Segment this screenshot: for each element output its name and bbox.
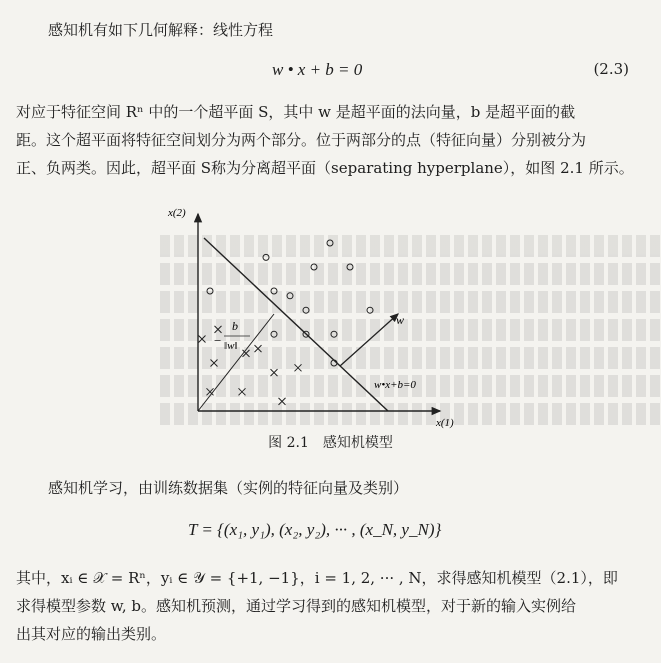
distance-numerator: b	[232, 319, 238, 333]
paragraph-hyperplane-line-2: 距。这个超平面将特征空间划分为两个部分。位于两部分的点（特征向量）分别被分为	[16, 131, 587, 149]
paragraph-hyperplane-line-3: 正、负两类。因此，超平面 S称为分离超平面（separating hyperplane），如图 2.1 所示。	[16, 159, 634, 177]
positive-point	[287, 293, 293, 299]
equation-number: (2.3)	[593, 60, 629, 78]
figure-caption: 图 2.1 感知机模型	[268, 435, 393, 451]
equation-hyperplane: w • x + b = 0	[272, 60, 363, 79]
negative-point	[211, 360, 218, 367]
paragraph-training: 感知机学习，由训练数据集（实例的特征向量及类别）	[48, 479, 409, 497]
positive-point	[271, 288, 277, 294]
positive-point	[331, 331, 337, 337]
positive-point	[367, 307, 373, 313]
distance-minus: −	[214, 333, 222, 348]
negative-point	[215, 326, 222, 333]
negative-point	[199, 336, 206, 343]
positive-point	[347, 264, 353, 270]
paragraph-hyperplane-line-1: 对应于特征空间 Rⁿ 中的一个超平面 S，其中 w 是超平面的法向量，b 是超平面的截	[16, 103, 576, 121]
paragraph-params-line-3: 出其对应的输出类别。	[16, 625, 167, 643]
positive-point	[303, 307, 309, 313]
normal-vector-arrow	[340, 314, 398, 366]
negative-point	[295, 364, 302, 371]
negative-point	[271, 369, 278, 376]
positive-point	[327, 240, 333, 246]
distance-denominator: ‖w‖	[224, 340, 238, 352]
equation-training-set: T = {(x₁, y₁), (x₂, y₂), ··· , (x_N, y_N)}	[188, 520, 442, 539]
y-axis-label: x(2)	[168, 207, 186, 219]
paragraph-params-line-1: 其中，xᵢ ∈ 𝒳 = Rⁿ，yᵢ ∈ 𝒴 = {+1, −1}，i = 1, 2, ··· , N，求得感知机模型（2.1），即	[16, 569, 618, 587]
paragraph-intro: 感知机有如下几何解释：线性方程	[48, 21, 274, 39]
positive-point	[263, 254, 269, 260]
negative-point	[279, 398, 286, 405]
negative-point	[255, 345, 262, 352]
paragraph-params-line-2: 求得模型参数 w, b。感知机预测，通过学习得到的感知机模型，对于新的输入实例给	[16, 597, 576, 615]
positive-point	[271, 331, 277, 337]
hyperplane-label: w•x+b=0	[374, 379, 416, 391]
positive-point	[207, 288, 213, 294]
perceptron-figure	[150, 200, 460, 430]
negative-point	[239, 388, 246, 395]
x-axis-label: x(1)	[436, 417, 454, 429]
normal-vector-label: w	[396, 313, 405, 327]
positive-point	[311, 264, 317, 270]
